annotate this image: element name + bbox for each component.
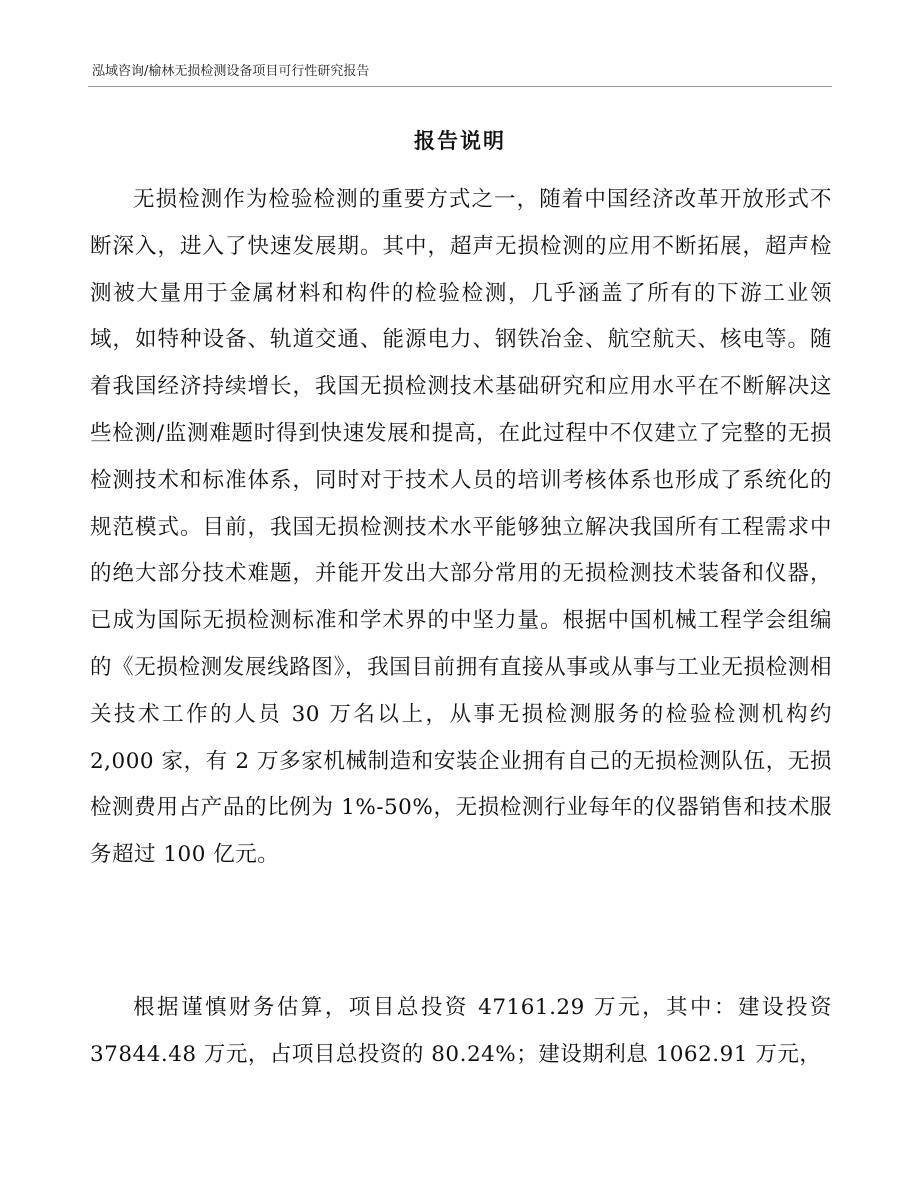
body-paragraph-investment-estimate: 根据谨慎财务估算，项目总投资 47161.29 万元，其中：建设投资 37844.48 万元，占项目总投资的 80.24%；建设期利息 1062.91 万元， <box>90 995 832 1067</box>
header-divider <box>88 86 832 87</box>
page-title: 报告说明 <box>414 129 506 153</box>
page-header: 泓域咨询/榆林无损检测设备项目可行性研究报告 <box>92 64 370 79</box>
body-paragraph-industry-overview: 无损检测作为检验检测的重要方式之一，随着中国经济改革开放形式不断深入，进入了快速发展期。其中，超声无损检测的应用不断拓展，超声检测被大量用于金属材料和构件的检验检测，几乎涵盖了所有的下游工业领域，如特种设备、轨道交通、能源电力、钢铁冶金、航空航天、核电等。随着我国经济持续增长，我国无损检测技术基础研究和应用水平在不断解决这些检测/监测难题时得到快速发展和提高，在此过程中不仅建立了完整的无损检测技术和标准体系，同时对于技术人员的培训考核体系也形成了系统化的规范模式。目前，我国无损检测技术水平能够独立解决我国所有工程需求中的绝大部分技术难题，并能开发出大部分常用的无损检测技术装备和仪器，已成为国际无损检测标准和学术界的中坚力量。根据中国机械工程学会组编的《无损检测发展线路图》，我国目前拥有直接从事或从事与工业无损检测相关技术工作的人员 30 万名以上，从事无损检测服务的检验检测机构约 2,000 家，有 2 万多家机械制造和安装企业拥有自己的无损检测队伍，无损检测费用占产品的比例为 1%-50%，无损检测行业每年的仪器销售和技术服务超过 100 亿元。 <box>90 187 832 868</box>
